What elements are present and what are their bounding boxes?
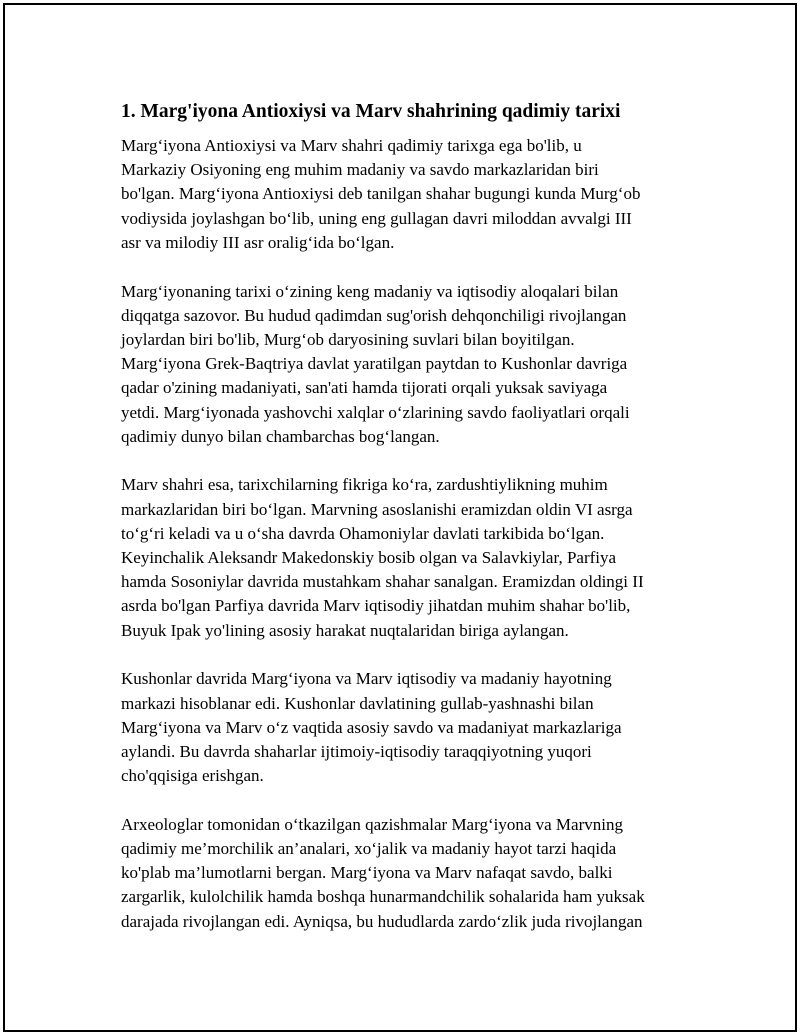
page-frame: [3, 3, 797, 1032]
text-line: bo'lgan. Marg‘iyona Antioxiysi deb tanilgan shahar bugungi kunda Murg‘ob: [121, 184, 641, 204]
text-line: markazi hisoblanar edi. Kushonlar davlatining gullab-yashnashi bilan: [121, 693, 594, 713]
text-line: to‘g‘ri keladi va u o‘sha davrda Ohamoniylar davlati tarkibida bo‘lgan.: [121, 523, 605, 543]
text-line: Keyinchalik Aleksandr Makedonskiy bosib olgan va Salavkiylar, Parfiya: [121, 548, 617, 568]
text-line: Buyuk Ipak yo'lining asosiy harakat nuqtalaridan biriga aylangan.: [121, 620, 569, 640]
paragraph-1: [121, 134, 701, 255]
text-line: Arxeologlar tomonidan o‘tkazilgan qazishmalar Marg‘iyona va Marvning: [121, 814, 623, 834]
text-line: ko'plab ma’lumotlarni bergan. Marg‘iyona va Marv nafaqat savdo, balki: [121, 863, 613, 883]
text-line: asrda bo'lgan Parfiya davrida Marv iqtisodiy jihatdan muhim shahar bo'lib,: [121, 596, 631, 616]
text-line: Marg‘iyona Antioxiysi va Marv shahri qadimiy tarixga ega bo'lib, u: [121, 136, 582, 155]
text-line: markazlaridan biri bo‘lgan. Marvning asoslanishi eramizdan oldin VI asrga: [121, 499, 633, 519]
text-line: vodiysida joylashgan bo‘lib, uning eng gullagan davri miloddan avvalgi III: [121, 208, 632, 228]
paragraph-2: [121, 280, 701, 449]
text-line: Marg‘iyonaning tarixi o‘zining keng madaniy va iqtisodiy aloqalari bilan: [121, 281, 619, 301]
text-line: darajada rivojlangan edi. Ayniqsa, bu hududlarda zardo‘zlik juda rivojlangan: [121, 911, 643, 931]
text-line: Marg‘iyona Grek-Baqtriya davlat yaratilgan paytdan to Kushonlar davriga: [121, 354, 628, 374]
text-line: Markaziy Osiyoning eng muhim madaniy va savdo markazlaridan biri: [121, 160, 599, 180]
section-heading: 1. Marg'iyona Antioxiysi va Marv shahrining qadimiy tarixi: [121, 101, 621, 122]
text-line: zargarlik, kulolchilik hamda boshqa hunarmandchilik sohalarida ham yuksak: [121, 887, 645, 907]
text-line: qadimiy dunyo bilan chambarchas bog‘langan.: [121, 426, 440, 446]
text-line: diqqatga sazovor. Bu hudud qadimdan sug'orish dehqonchiligi rivojlangan: [121, 305, 627, 325]
text-line: qadimiy me’morchilik an’analari, xo‘jalik va madaniy hayot tarzi haqida: [121, 839, 617, 859]
document-body: [121, 100, 701, 958]
text-line: hamda Sosoniylar davrida mustahkam shahar sanalgan. Eramizdan oldingi II: [121, 572, 644, 592]
paragraph-3: [121, 473, 701, 642]
text-line: Marg‘iyona va Marv o‘z vaqtida asosiy savdo va madaniyat markazlariga: [121, 717, 622, 737]
text-line: joylardan biri bo'lib, Murg‘ob daryosining suvlari bilan boyitilgan.: [121, 329, 575, 349]
text-line: Marv shahri esa, tarixchilarning fikriga ko‘ra, zardushtiylikning muhim: [121, 475, 608, 495]
text-line: cho'qqisiga erishgan.: [121, 766, 264, 786]
text-line: aylandi. Bu davrda shaharlar ijtimoiy-iqtisodiy taraqqiyotning yuqori: [121, 741, 592, 761]
paragraph-4: [121, 667, 701, 788]
text-line: Kushonlar davrida Marg‘iyona va Marv iqtisodiy va madaniy hayotning: [121, 669, 612, 689]
text-line: yetdi. Marg‘iyonada yashovchi xalqlar o‘zlarining savdo faoliyatlari orqali: [121, 402, 630, 422]
text-line: qadar o'zining madaniyati, san'ati hamda tijorati orqali yuksak saviyaga: [121, 378, 608, 398]
text-line: asr va milodiy III asr oralig‘ida bo‘lgan.: [121, 232, 395, 252]
paragraph-5: [121, 813, 701, 934]
